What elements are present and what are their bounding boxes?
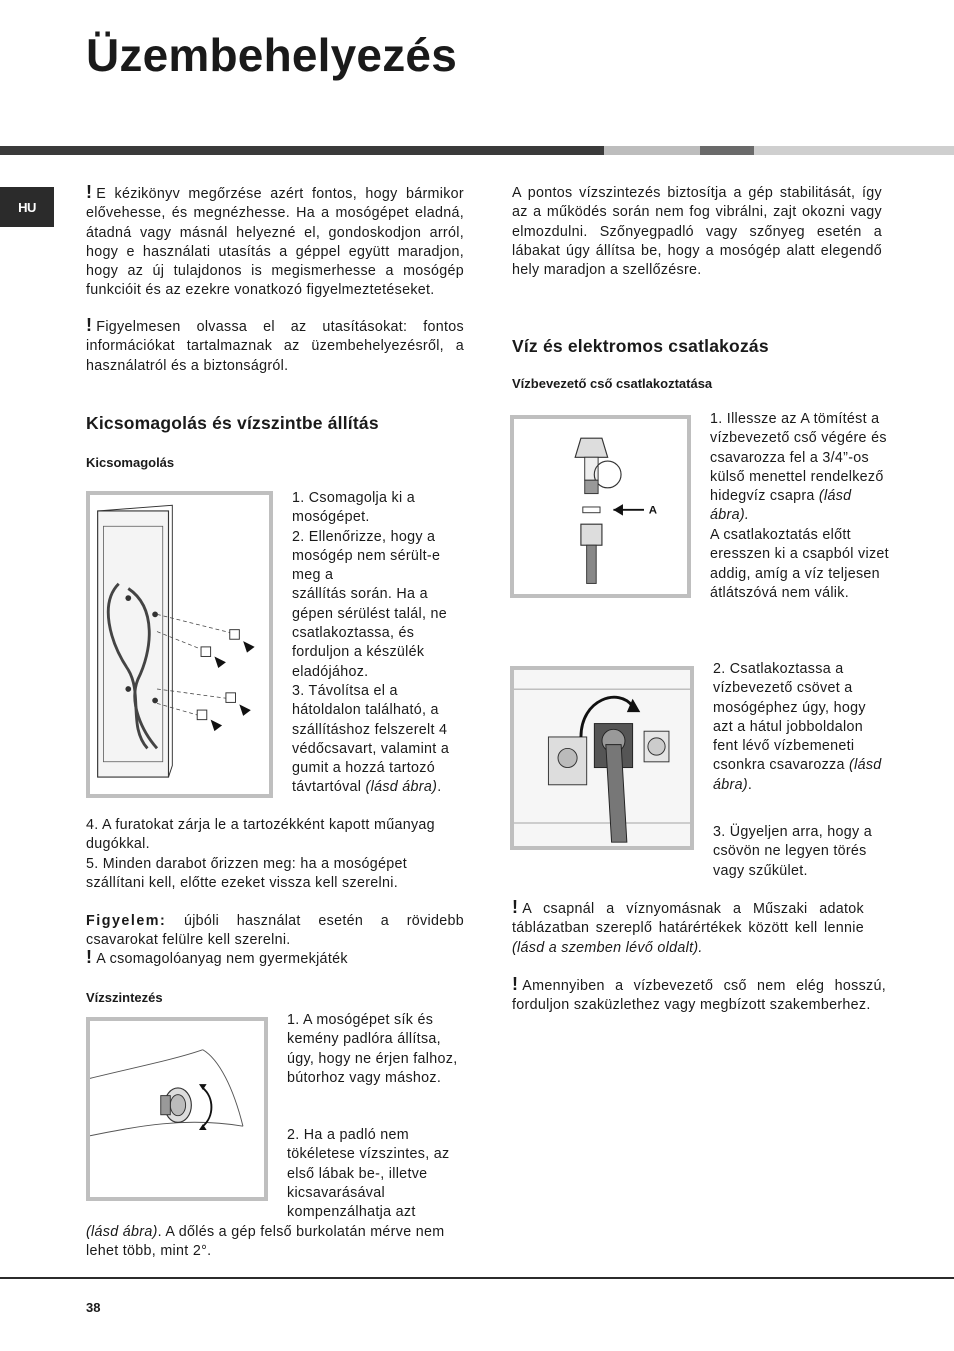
inlet-connection-figure: [510, 666, 694, 850]
warning-icon: !: [86, 947, 93, 967]
subsection-unpack-title: Kicsomagolás: [86, 455, 175, 470]
warning-icon: !: [512, 974, 519, 994]
warning-icon: !: [512, 897, 519, 917]
pressure-note: ! A csapnál a víznyomásnak a Műszaki adatok táblázatban szereplő határértékek között kell lennie (lásd a szemben lévő oldalt).: [512, 897, 864, 956]
attention-note: Figyelem: újbóli használat esetén a rövidebb csavarokat felülre kell szerelni.: [86, 913, 464, 949]
intro-paragraph-1: ! E kézikönyv megőrzése azért fontos, hogy bármikor elővehesse, és megnézhesse. Ha a mosógépet eladná, átadná vagy másnál helyezné el, gondoskodjon arról, hogy e használati utasítás a géppel együtt maradjon, hogy az új tulajdonos is megismerhesse a mosógép funkcióit és az ezekre vonatkozó figyelmeztetéseket.: [86, 182, 464, 299]
packaging-warning: ! A csomagolóanyag nem gyermekjáték: [86, 947, 348, 967]
header-bar-light: [604, 146, 700, 155]
header-bar-light-end: [754, 146, 954, 155]
machine-back-transport-bolts-illustration: [90, 495, 269, 794]
unpack-steps-continued: 4. A furatokat zárja le a tartozékként kapott műanyag dugókkal. 5. Minden darabot őrizzen meg: ha a mosógépet szállítani kell, előtte ezeket vissza kell szerelni.: [86, 817, 435, 891]
language-tab: HU: [0, 187, 54, 227]
page-number: 38: [86, 1300, 101, 1315]
section-unpack-level-title: Kicsomagolás és vízszintbe állítás: [86, 413, 379, 433]
unpack-steps-text: 1. Csomagolja ki a mosógépet. 2. Ellenőrizze, hogy a mosógép nem sérült-e meg a szállítás során. Ha a gépen sérülést talál, ne csatlakoztassa, és forduljon a készülék eladójához. 3. Távolítsa el a hátoldalon található, a szállításhoz felszerelt 4 védőcsavart, valamint a gumit a hozzá tartozó távtartóval (lásd ábra).: [292, 490, 450, 796]
subsection-level-title: Vízszintezés: [86, 990, 163, 1005]
header-bar-mid: [700, 146, 754, 155]
footer-rule: [0, 1277, 954, 1279]
hose-step-1: 1. Illessze az A tömítést a vízbevezető cső végére és csavarozza fel a 3/4”-os külső menettel rendelkező hidegvíz csapra (lásd ábra).: [710, 411, 887, 524]
header-bar-dark: [0, 146, 604, 155]
page-title: Üzembehelyezés: [86, 29, 457, 81]
hose-length-note: ! Amennyiben a vízbevezető cső nem elég hosszú, forduljon szaküzlethez vagy megbízott szakemberhez.: [512, 974, 886, 1014]
level-step-2-continued: (lásd ábra). A dőlés a gép felső burkolatán mérve nem lehet több, mint 2°.: [86, 1224, 445, 1260]
level-step-1: 1. A mosógépet sík és kemény padlóra állítsa, úgy, hogy ne érjen falhoz, bútorhoz vagy máshoz.: [287, 1012, 458, 1086]
leveling-paragraph: A pontos vízszintezés biztosítja a gép stabilitását, így az a működés során nem fog vibrálni, zajt okozni vagy elmozdulni. Szőnyegpadló vagy szőnyeg esetén a lábakat úgy állítsa be, hogy a mosógép alatt elegendő hely maradjon a szellőzésre.: [512, 185, 882, 279]
tap-gasket-illustration: [514, 419, 687, 594]
water-inlet-illustration: [514, 670, 690, 846]
gasket-label: A: [648, 504, 658, 517]
hose-step-1-extra: A csatlakoztatás előtt eresszen ki a csapból vizet addig, amíg a víz teljesen átlátszóvá nem válik.: [710, 527, 889, 601]
hose-step-3: 3. Ügyeljen arra, hogy a csövön ne legyen törés vagy szűkület.: [713, 824, 872, 879]
section-water-electric-title: Víz és elektromos csatlakozás: [512, 336, 769, 356]
adjustable-foot-illustration: [90, 1021, 264, 1197]
intro-paragraph-2: ! Figyelmesen olvassa el az utasításokat: fontos információkat tartalmaznak az üzembehelyezésről, a használatról és a biztonságról.: [86, 315, 464, 374]
unpack-figure: [86, 491, 273, 798]
level-step-2: 2. Ha a padló nem tökéletese vízszintes, az első lábak be-, illetve kicsavarásával kompenzálhatja azt: [287, 1127, 450, 1221]
tap-connection-figure: [510, 415, 691, 598]
leveling-figure: [86, 1017, 268, 1201]
hose-step-2: 2. Csatlakoztassa a vízbevezető csövet a mosógéphez úgy, hogy azt a hátul jobboldalon fent lévő vízbemeneti csonkra csavarozza (lásd ábra).: [713, 661, 882, 793]
subsection-hose-title: Vízbevezető cső csatlakoztatása: [512, 376, 713, 391]
warning-icon: !: [86, 182, 93, 202]
warning-icon: !: [86, 315, 93, 335]
